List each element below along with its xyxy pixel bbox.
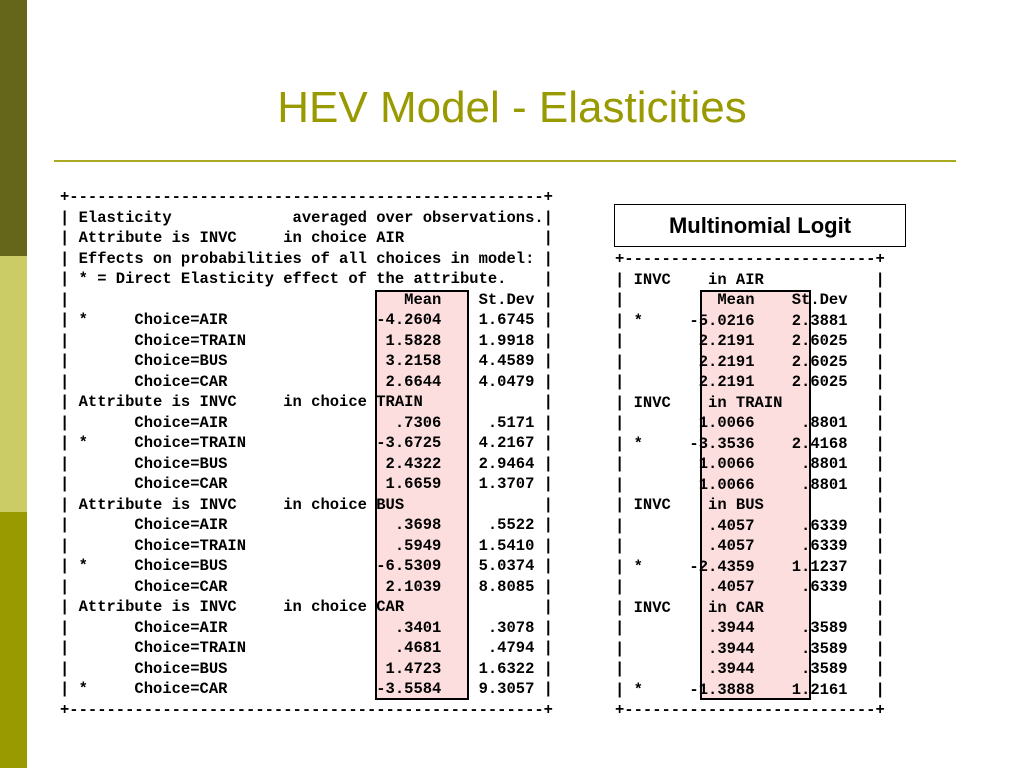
mnl-output-line: | * -1.3888 1.2161 |: [615, 680, 885, 699]
side-bar-light: [0, 256, 27, 512]
mnl-output-line: | 2.2191 2.6025 |: [615, 332, 885, 350]
mnl-output-line: | .3944 .3589 |: [615, 639, 885, 658]
hev-output-line: | Choice=CAR 2.6644 4.0479 |: [60, 372, 553, 391]
mnl-output-line: | 2.2191 2.6025 |: [615, 352, 885, 371]
hev-output-line: | Choice=AIR .7306 .5171 |: [60, 413, 553, 432]
hev-output-line: | * Choice=CAR -3.5584 9.3057 |: [60, 680, 553, 698]
hev-output-line: | * = Direct Elasticity effect of the attribute. |: [60, 270, 553, 288]
mnl-output-line: | INVC in CAR |: [615, 598, 885, 617]
side-bar-mid: [0, 512, 27, 768]
mnl-output-line: +---------------------------+: [615, 701, 885, 719]
hev-output-line: | Choice=AIR .3698 .5522 |: [60, 516, 553, 534]
mnl-output-line: +---------------------------+: [615, 250, 885, 268]
hev-output-line: | Effects on probabilities of all choices in model: |: [60, 249, 553, 268]
mnl-output-line: | * -3.3536 2.4168 |: [615, 434, 885, 453]
hev-output-line: | * Choice=TRAIN -3.6725 4.2167 |: [60, 434, 553, 452]
hev-output-line: | Attribute is INVC in choice AIR |: [60, 229, 553, 247]
hev-output-line: | Choice=BUS 3.2158 4.4589 |: [60, 352, 553, 370]
mnl-output-line: | .3944 .3589 |: [615, 619, 885, 637]
mnl-output-line: | Mean St.Dev |: [615, 291, 885, 309]
hev-output-line: | * Choice=AIR -4.2604 1.6745 |: [60, 311, 553, 329]
hev-output-line: | Attribute is INVC in choice CAR |: [60, 598, 553, 616]
mnl-output-line: | INVC in AIR |: [615, 270, 885, 289]
hev-output-line: | Mean St.Dev |: [60, 290, 553, 309]
hev-output-line: | * Choice=BUS -6.5309 5.0374 |: [60, 557, 553, 575]
hev-output-line: | Choice=BUS 1.4723 1.6322 |: [60, 659, 553, 678]
mnl-output-line: | .3944 .3589 |: [615, 660, 885, 678]
slide-title: HEV Model - Elasticities: [277, 83, 747, 132]
mnl-output-line: | 1.0066 .8801 |: [615, 475, 885, 494]
hev-output-line: | Attribute is INVC in choice BUS |: [60, 495, 553, 514]
hev-output-line: | Choice=CAR 2.1039 8.8085 |: [60, 577, 553, 596]
hev-output-line: | Choice=TRAIN 1.5828 1.9918 |: [60, 331, 553, 350]
hev-output-line: | Elasticity averaged over observations.|: [60, 208, 553, 227]
mnl-output-line: | * -5.0216 2.3881 |: [615, 311, 885, 330]
hev-output-line: | Attribute is INVC in choice TRAIN |: [60, 393, 553, 411]
mnl-output-line: | .4057 .6339 |: [615, 516, 885, 535]
hev-elasticity-output: [60, 187, 553, 720]
mnl-output-line: | INVC in BUS |: [615, 496, 885, 514]
mnl-elasticity-output: [615, 249, 885, 721]
hev-output-line: | Choice=TRAIN .5949 1.5410 |: [60, 536, 553, 555]
mnl-output-line: | .4057 .6339 |: [615, 537, 885, 555]
mnl-output-line: | .4057 .6339 |: [615, 578, 885, 596]
mnl-output-line: | INVC in TRAIN |: [615, 393, 885, 412]
mnl-output-line: | * -2.4359 1.1237 |: [615, 557, 885, 576]
mnl-output-line: | 2.2191 2.6025 |: [615, 373, 885, 391]
hev-output-line: | Choice=BUS 2.4322 2.9464 |: [60, 454, 553, 473]
title-divider: [54, 160, 956, 162]
hev-output-line: | Choice=TRAIN .4681 .4794 |: [60, 639, 553, 657]
hev-output-line: +---------------------------------------------------+: [60, 700, 553, 719]
hev-output-line: | Choice=CAR 1.6659 1.3707 |: [60, 475, 553, 493]
multinomial-logit-label: Multinomial Logit: [614, 204, 906, 247]
mnl-output-line: | 1.0066 .8801 |: [615, 455, 885, 473]
hev-output-line: | Choice=AIR .3401 .3078 |: [60, 618, 553, 637]
hev-output-line: +---------------------------------------------------+: [60, 188, 553, 206]
mnl-output-line: | 1.0066 .8801 |: [615, 414, 885, 432]
